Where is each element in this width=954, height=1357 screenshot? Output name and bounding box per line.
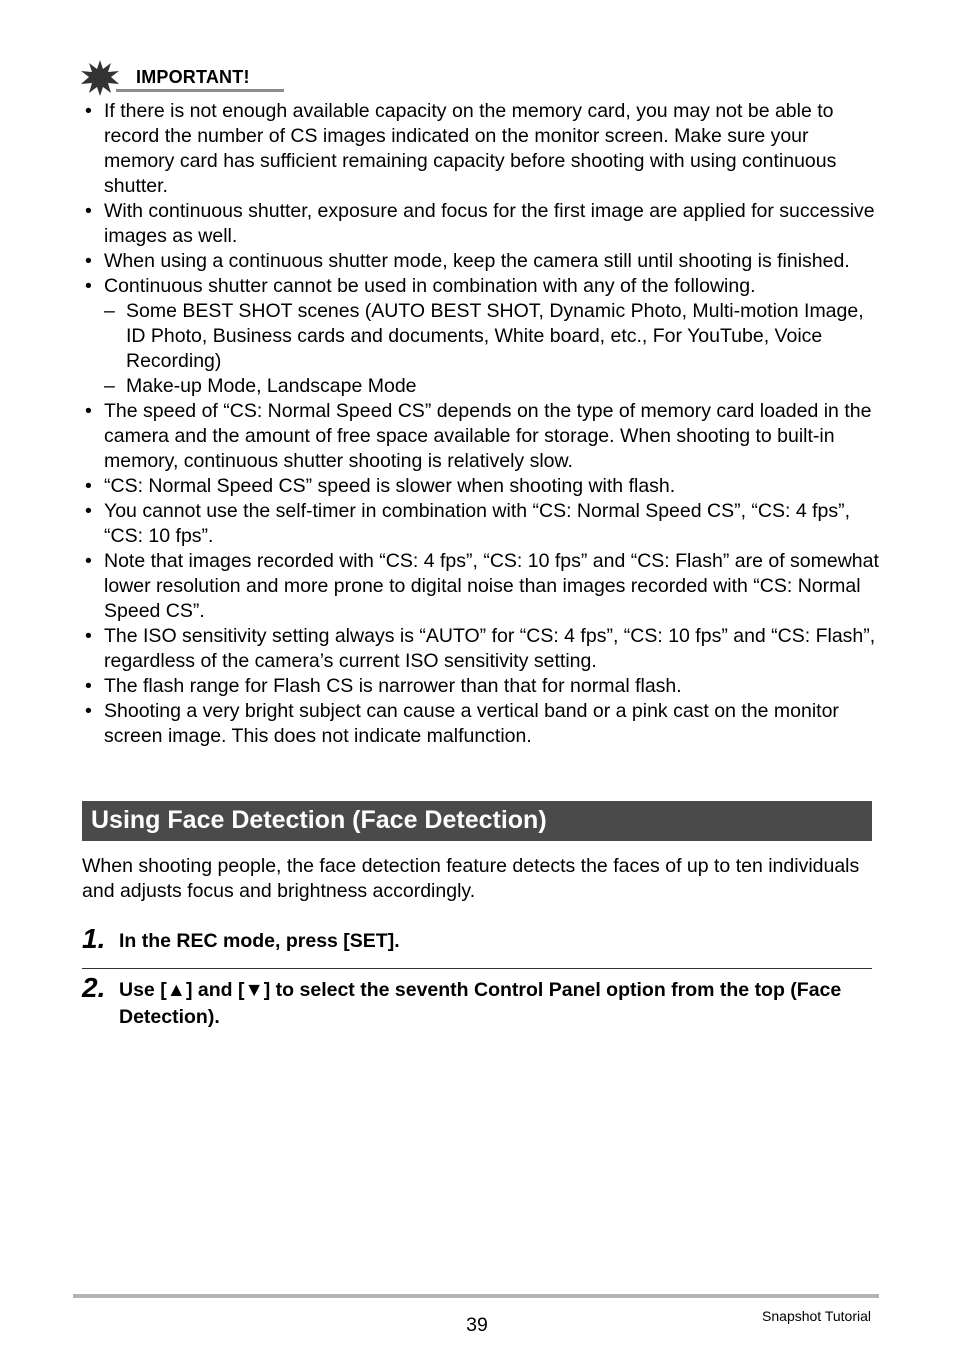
sub-list <box>104 299 880 399</box>
footer-divider <box>73 1294 879 1298</box>
sub-list-item <box>104 299 880 374</box>
important-notes-list <box>80 99 880 749</box>
intro-paragraph: When shooting people, the face detection feature detects the faces of up to ten individuals and adjusts focus and brightness accordingly. <box>82 855 860 902</box>
bullet-mark: • <box>85 475 92 497</box>
list-item <box>80 99 880 199</box>
bullet-mark: • <box>85 500 92 522</box>
section-title: Using Face Detection (Face Detection) <box>91 806 547 834</box>
list-item <box>80 624 880 674</box>
section-heading-bar <box>82 801 872 841</box>
list-item-text: Shooting a very bright subject can cause a vertical band or a pink cast on the monitor screen image. This does not indicate malfunction. <box>104 700 839 747</box>
list-item-text: With continuous shutter, exposure and focus for the first image are applied for successive images as well. <box>104 200 875 247</box>
list-item-text: You cannot use the self-timer in combination with “CS: Normal Speed CS”, “CS: 4 fps”, “CS: 10 fps”. <box>104 500 851 547</box>
bullet-mark: • <box>85 675 92 697</box>
bullet-mark: • <box>85 250 92 272</box>
list-item <box>80 674 880 699</box>
bullet-mark: • <box>85 550 92 572</box>
step-text: Use [▲] and [▼] to select the seventh Control Panel option from the top (Face Detection). <box>119 979 842 1028</box>
list-item-text: “CS: Normal Speed CS” speed is slower when shooting with flash. <box>104 475 676 497</box>
important-label: IMPORTANT! <box>136 67 250 87</box>
list-item-text: When using a continuous shutter mode, keep the camera still until shooting is finished. <box>104 250 850 272</box>
bullet-mark: • <box>85 625 92 647</box>
list-item-text: The speed of “CS: Normal Speed CS” depends on the type of memory card loaded in the camera and the amount of free space available for storage. When shooting to built-in memory, continuous shutter shooting is relatively slow. <box>104 400 872 472</box>
sub-list-item-text: Make-up Mode, Landscape Mode <box>126 375 417 397</box>
important-underline <box>116 89 284 92</box>
step-text: In the REC mode, press [SET]. <box>119 930 400 952</box>
list-item-text: Note that images recorded with “CS: 4 fps”, “CS: 10 fps” and “CS: Flash” are of somewhat lower resolution and more prone to digital noise than images recorded with “CS: Normal Speed CS”. <box>104 550 879 622</box>
footer-section-label: Snapshot Tutorial <box>762 1308 871 1324</box>
step-divider <box>82 968 872 969</box>
list-item <box>80 499 880 549</box>
list-item <box>80 699 880 749</box>
list-item <box>80 199 880 249</box>
important-header <box>80 60 290 96</box>
bullet-mark: • <box>85 100 92 122</box>
sub-list-item <box>104 374 880 399</box>
step-number: 1. <box>82 923 106 954</box>
burst-icon <box>80 60 120 96</box>
bullet-mark: • <box>85 400 92 422</box>
list-item <box>80 474 880 499</box>
bullet-mark: • <box>85 200 92 222</box>
dash-mark: – <box>104 375 115 397</box>
list-item <box>80 249 880 274</box>
list-item-text: The flash range for Flash CS is narrower than that for normal flash. <box>104 675 682 697</box>
bullet-mark: • <box>85 275 92 297</box>
list-item <box>80 399 880 474</box>
bullet-mark: • <box>85 700 92 722</box>
page-number: 39 <box>466 1314 488 1336</box>
list-item <box>80 274 880 399</box>
step-number: 2. <box>82 972 106 1003</box>
dash-mark: – <box>104 300 115 322</box>
list-item-text: Continuous shutter cannot be used in combination with any of the following. <box>104 275 756 297</box>
list-item <box>80 549 880 624</box>
sub-list-item-text: Some BEST SHOT scenes (AUTO BEST SHOT, Dynamic Photo, Multi-motion Image, ID Photo, Business cards and documents, White board, etc., For YouTube, Voice Recording) <box>126 300 864 372</box>
list-item-text: If there is not enough available capacity on the memory card, you may not be able to record the number of CS images indicated on the monitor screen. Make sure your memory card has sufficient remaining capacity before shooting with using continuous shutter. <box>104 100 837 197</box>
list-item-text: The ISO sensitivity setting always is “AUTO” for “CS: 4 fps”, “CS: 10 fps” and “CS: Flash”, regardless of the camera’s current ISO sensitivity setting. <box>104 625 876 672</box>
